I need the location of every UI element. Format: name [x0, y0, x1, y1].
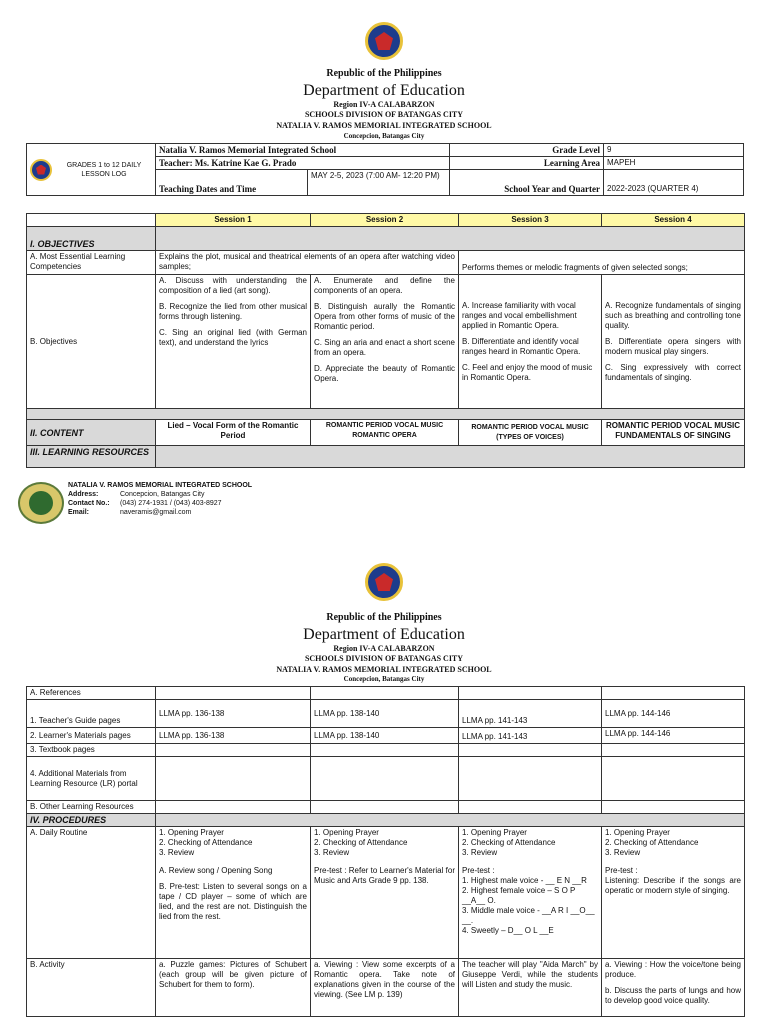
- content-title: II. CONTENT: [27, 420, 156, 446]
- dates-label: Teaching Dates and Time: [156, 170, 308, 196]
- activity-label: B. Activity: [27, 959, 156, 1017]
- department-title-p2: Department of Education: [303, 626, 465, 643]
- footer-address: Concepcion, Batangas City: [120, 491, 205, 498]
- content-session-3: ROMANTIC PERIOD VOCAL MUSIC (TYPES OF VOICES): [459, 420, 602, 446]
- area-label: Learning Area: [450, 157, 604, 170]
- session-1-header: Session 1: [156, 214, 311, 227]
- procedures-title: IV. PROCEDURES: [27, 814, 156, 827]
- deped-seal-icon: [365, 22, 403, 60]
- objectives-session-3: A. Increase familiarity with vocal ranges and vocal embellishment applied in Romantic Opera. B. Differentiate and identify vocal ranges heard in Romantic Opera. C. Feel and enjoy the mood of music in Romantic Opera.: [459, 275, 602, 409]
- activity-session-4: a. Viewing : How the voice/tone being produce. b. Discuss the parts of lungs and how to develop good voice quality.: [602, 959, 745, 1017]
- session-3-header: Session 3: [459, 214, 602, 227]
- tg-session-4: LLMA pp. 144-146: [602, 700, 745, 728]
- mel-sessions-1-2: Explains the plot, musical and theatrical elements of an opera after watching video samples;: [156, 251, 459, 275]
- lm-session-1: LLMA pp. 136-138: [156, 728, 311, 744]
- objectives-session-1: A. Discuss with understanding the composition of a lied (art song). B. Recognize the lied from other musical forms through listening. C. Sing an original lied (with German text), and understand the lyrics: [156, 275, 311, 409]
- resources-title: III. LEARNING RESOURCES: [27, 446, 156, 468]
- division-line: SCHOOLS DIVISION OF BATANGAS CITY: [304, 110, 464, 119]
- region-line-p2: Region IV-A CALABARZON: [333, 644, 435, 653]
- mel-label: A. Most Essential Learning Competencies: [27, 251, 156, 275]
- activity-session-3: The teacher will play "Aida March" by Giuseppe Verdi, while the students will Listen and study the music.: [459, 959, 602, 1017]
- tg-session-2: LLMA pp. 138-140: [311, 700, 459, 728]
- division-line-p2: SCHOOLS DIVISION OF BATANGAS CITY: [304, 654, 464, 663]
- textbook-label: 3. Textbook pages: [27, 744, 156, 757]
- footer-email: naveramis@gmail.com: [120, 509, 192, 516]
- routine-session-4: 1. Opening Prayer 2. Checking of Attendance 3. Review Pre-test : Listening: Describe if the songs are operatic or modern style of singing.: [602, 827, 745, 959]
- info-table: [26, 143, 744, 196]
- location-line-p2: Concepcion, Batangas City: [343, 675, 425, 683]
- objectives-table: [26, 213, 745, 468]
- routine-session-2: 1. Opening Prayer 2. Checking of Attendance 3. Review Pre-test : Refer to Learner's Material for Music and Arts Grade 9 pp. 138.: [311, 827, 459, 959]
- sy-label: School Year and Quarter: [450, 170, 604, 196]
- mel-sessions-3-4: Performs themes or melodic fragments of given selected songs;: [459, 251, 745, 275]
- references-label: A. References: [27, 687, 156, 700]
- school-name-cell: Natalia V. Ramos Memorial Integrated School: [156, 144, 450, 157]
- tg-session-1: LLMA pp. 136-138: [156, 700, 311, 728]
- log-title-cell: GRADES 1 to 12 DAILY LESSON LOG: [27, 144, 156, 196]
- lm-session-2: LLMA pp. 138-140: [311, 728, 459, 744]
- footer-school: NATALIA V. RAMOS MEMORIAL INTEGRATED SCHOOL: [68, 482, 253, 489]
- activity-session-1: a. Puzzle games: Pictures of Schubert (each group will be given picture of Schubert for them to form).: [156, 959, 311, 1017]
- dates-value: MAY 2-5, 2023 (7:00 AM- 12:20 PM): [308, 170, 450, 196]
- content-session-2: ROMANTIC PERIOD VOCAL MUSIC ROMANTIC OPERA: [311, 420, 459, 446]
- objectives-b-label: B. Objectives: [27, 275, 156, 409]
- republic-line-p2: Republic of the Philippines: [326, 612, 442, 623]
- procedures-table: [26, 686, 745, 1017]
- lm-session-4: LLMA pp. 144-146: [602, 728, 745, 744]
- session-4-header: Session 4: [602, 214, 745, 227]
- lm-session-3: LLMA pp. 141-143: [459, 728, 602, 744]
- department-title: Department of Education: [303, 82, 465, 99]
- school-logo-icon: [18, 482, 64, 524]
- region-line: Region IV-A CALABARZON: [333, 100, 435, 109]
- routine-session-1: 1. Opening Prayer 2. Checking of Attendance 3. Review A. Review song / Opening Song B. Pre-test: Listen to several songs on a tape / CD player – some of which are lied, and the rest are not. Distinguish the lied from the rest.: [156, 827, 311, 959]
- sy-value: 2022-2023 (QUARTER 4): [604, 170, 744, 196]
- session-2-header: Session 2: [311, 214, 459, 227]
- additional-materials-label: 4. Additional Materials from Learning Resource (LR) portal: [27, 757, 156, 801]
- grade-label: Grade Level: [450, 144, 604, 157]
- lm-label: 2. Learner's Materials pages: [27, 728, 156, 744]
- objectives-session-4: A. Recognize fundamentals of singing such as breathing and controlling tone quality. B. Differentiate opera singers with modern musical play singers. C. Sing expressively with correct fundamentals of singing.: [602, 275, 745, 409]
- tg-label: 1. Teacher's Guide pages: [27, 700, 156, 728]
- school-line: NATALIA V. RAMOS MEMORIAL INTEGRATED SCHOOL: [276, 121, 492, 130]
- routine-session-3: 1. Opening Prayer 2. Checking of Attendance 3. Review Pre-test : 1. Highest male voice - __ E N __R 2. Highest female voice – S O P __A__ O. 3. Middle male voice - __A R I __O__ __. 4. Sweetly – D__ O L __E: [459, 827, 602, 959]
- republic-line: Republic of the Philippines: [326, 68, 442, 79]
- footer-contact: (043) 274-1931 / (043) 403-8927: [120, 500, 222, 507]
- deped-seal-icon-p2: [365, 563, 403, 601]
- teacher-cell: Teacher: Ms. Katrine Kae G. Prado: [156, 157, 450, 170]
- location-line: Concepcion, Batangas City: [343, 132, 425, 140]
- grade-value: 9: [604, 144, 744, 157]
- activity-session-2: a. Viewing : View some excerpts of a Romantic opera. Take note of explanations given in the course of the viewing. (See LM p. 139): [311, 959, 459, 1017]
- content-session-1: Lied – Vocal Form of the Romantic Period: [156, 420, 311, 446]
- objectives-session-2: A. Enumerate and define the components of an opera. B. Distinguish aurally the Romantic Opera from other forms of music of the Romantic period. C. Sing an aria and enact a short scene from an opera. D. Appreciate the beauty of Romantic Opera.: [311, 275, 459, 409]
- area-value: MAPEH: [604, 157, 744, 170]
- other-resources-label: B. Other Learning Resources: [27, 801, 156, 814]
- content-session-4: ROMANTIC PERIOD VOCAL MUSIC FUNDAMENTALS OF SINGING: [602, 420, 745, 446]
- deped-small-seal-icon: [30, 159, 52, 181]
- school-line-p2: NATALIA V. RAMOS MEMORIAL INTEGRATED SCHOOL: [276, 665, 492, 674]
- tg-session-3: LLMA pp. 141-143: [459, 700, 602, 728]
- daily-routine-label: A. Daily Routine: [27, 827, 156, 959]
- objectives-title: I. OBJECTIVES: [27, 227, 156, 251]
